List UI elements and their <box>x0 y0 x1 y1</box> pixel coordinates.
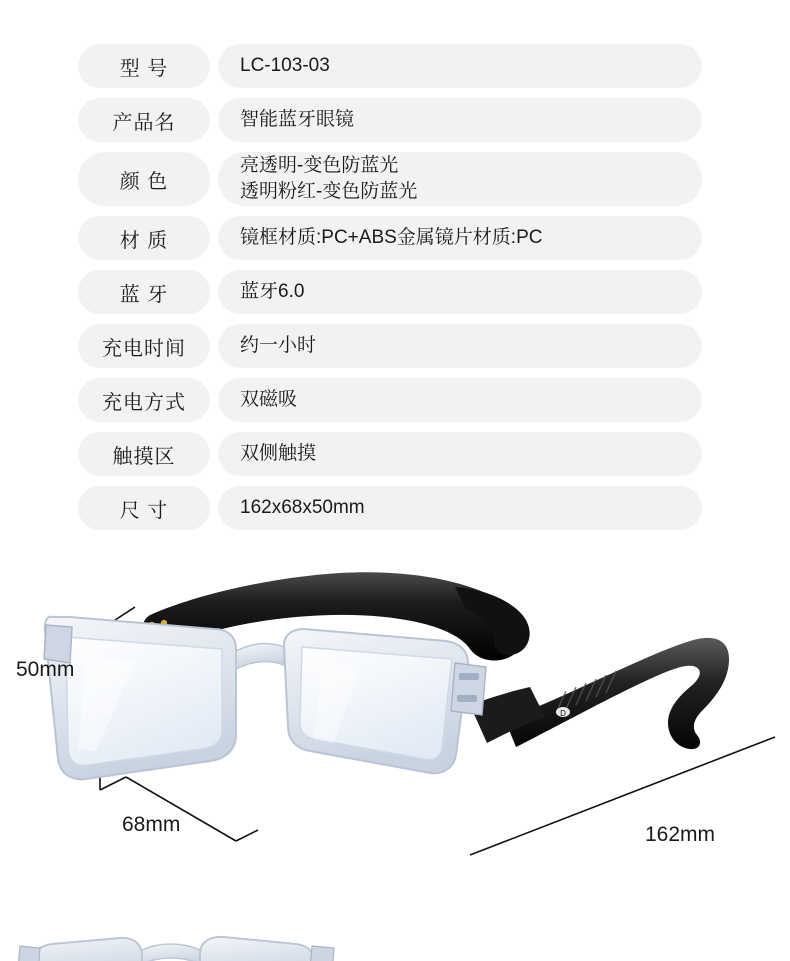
spec-value-product-name <box>218 98 702 142</box>
spec-value-line: LC-103-03 <box>240 55 330 77</box>
table-row <box>78 98 702 142</box>
hinge-screw-icon <box>457 695 477 702</box>
spec-label-color: 颜 色 <box>78 152 210 206</box>
spec-value-bluetooth <box>218 270 702 314</box>
table-row <box>78 432 702 476</box>
spec-label-charging-method: 充电方式 <box>78 378 210 422</box>
right-temple-arm <box>505 638 729 749</box>
spec-label-charging-time: 充电时间 <box>78 324 210 368</box>
glasses-preview-illustration <box>0 920 790 961</box>
spec-label-product-name: 产品名 <box>78 98 210 142</box>
hinge-screw-icon <box>459 673 479 680</box>
table-row <box>78 44 702 88</box>
preview-bridge <box>142 944 200 961</box>
spec-value-line: 双侧触摸 <box>240 443 317 465</box>
next-product-image-preview <box>0 920 790 961</box>
product-image-section <box>0 545 790 961</box>
spec-value-size <box>218 486 702 530</box>
preview-left-hinge <box>18 946 40 961</box>
spec-label-model: 型 号 <box>78 44 210 88</box>
smart-glasses-illustration <box>0 545 790 961</box>
spec-value-charging-time <box>218 324 702 368</box>
preview-left-rim <box>30 938 142 961</box>
brand-logo-text: D <box>560 709 566 718</box>
spec-label-touch-area: 触摸区 <box>78 432 210 476</box>
table-row <box>78 152 702 206</box>
spec-value-charging-method <box>218 378 702 422</box>
specification-table <box>78 44 702 540</box>
spec-value-line: 162x68x50mm <box>240 497 365 519</box>
preview-right-rim <box>200 937 315 961</box>
spec-value-material <box>218 216 702 260</box>
table-row <box>78 216 702 260</box>
nose-bridge <box>236 644 284 669</box>
spec-value-line: 镜框材质:PC+ABS金属镜片材质:PC <box>240 227 543 249</box>
spec-value-line: 透明粉红-变色防蓝光 <box>240 181 418 202</box>
spec-value-line: 蓝牙6.0 <box>240 281 305 303</box>
dimension-label-width: 68mm <box>122 813 181 836</box>
table-row <box>78 378 702 422</box>
spec-label-material: 材 质 <box>78 216 210 260</box>
table-row <box>78 486 702 530</box>
spec-value-line: 双磁吸 <box>240 389 298 411</box>
spec-label-bluetooth: 蓝 牙 <box>78 270 210 314</box>
table-row <box>78 324 702 368</box>
spec-value-color <box>218 152 702 206</box>
spec-value-model <box>218 44 702 88</box>
spec-value-line: 约一小时 <box>240 335 317 357</box>
spec-value-touch-area <box>218 432 702 476</box>
right-hinge-plate <box>451 663 486 715</box>
preview-right-hinge <box>310 946 334 961</box>
spec-label-size: 尺 寸 <box>78 486 210 530</box>
spec-value-line: 智能蓝牙眼镜 <box>240 109 355 131</box>
table-row <box>78 270 702 314</box>
dimension-label-height: 50mm <box>16 658 75 681</box>
dimension-label-length: 162mm <box>645 823 716 846</box>
spec-value-line: 亮透明-变色防蓝光 <box>240 155 399 177</box>
